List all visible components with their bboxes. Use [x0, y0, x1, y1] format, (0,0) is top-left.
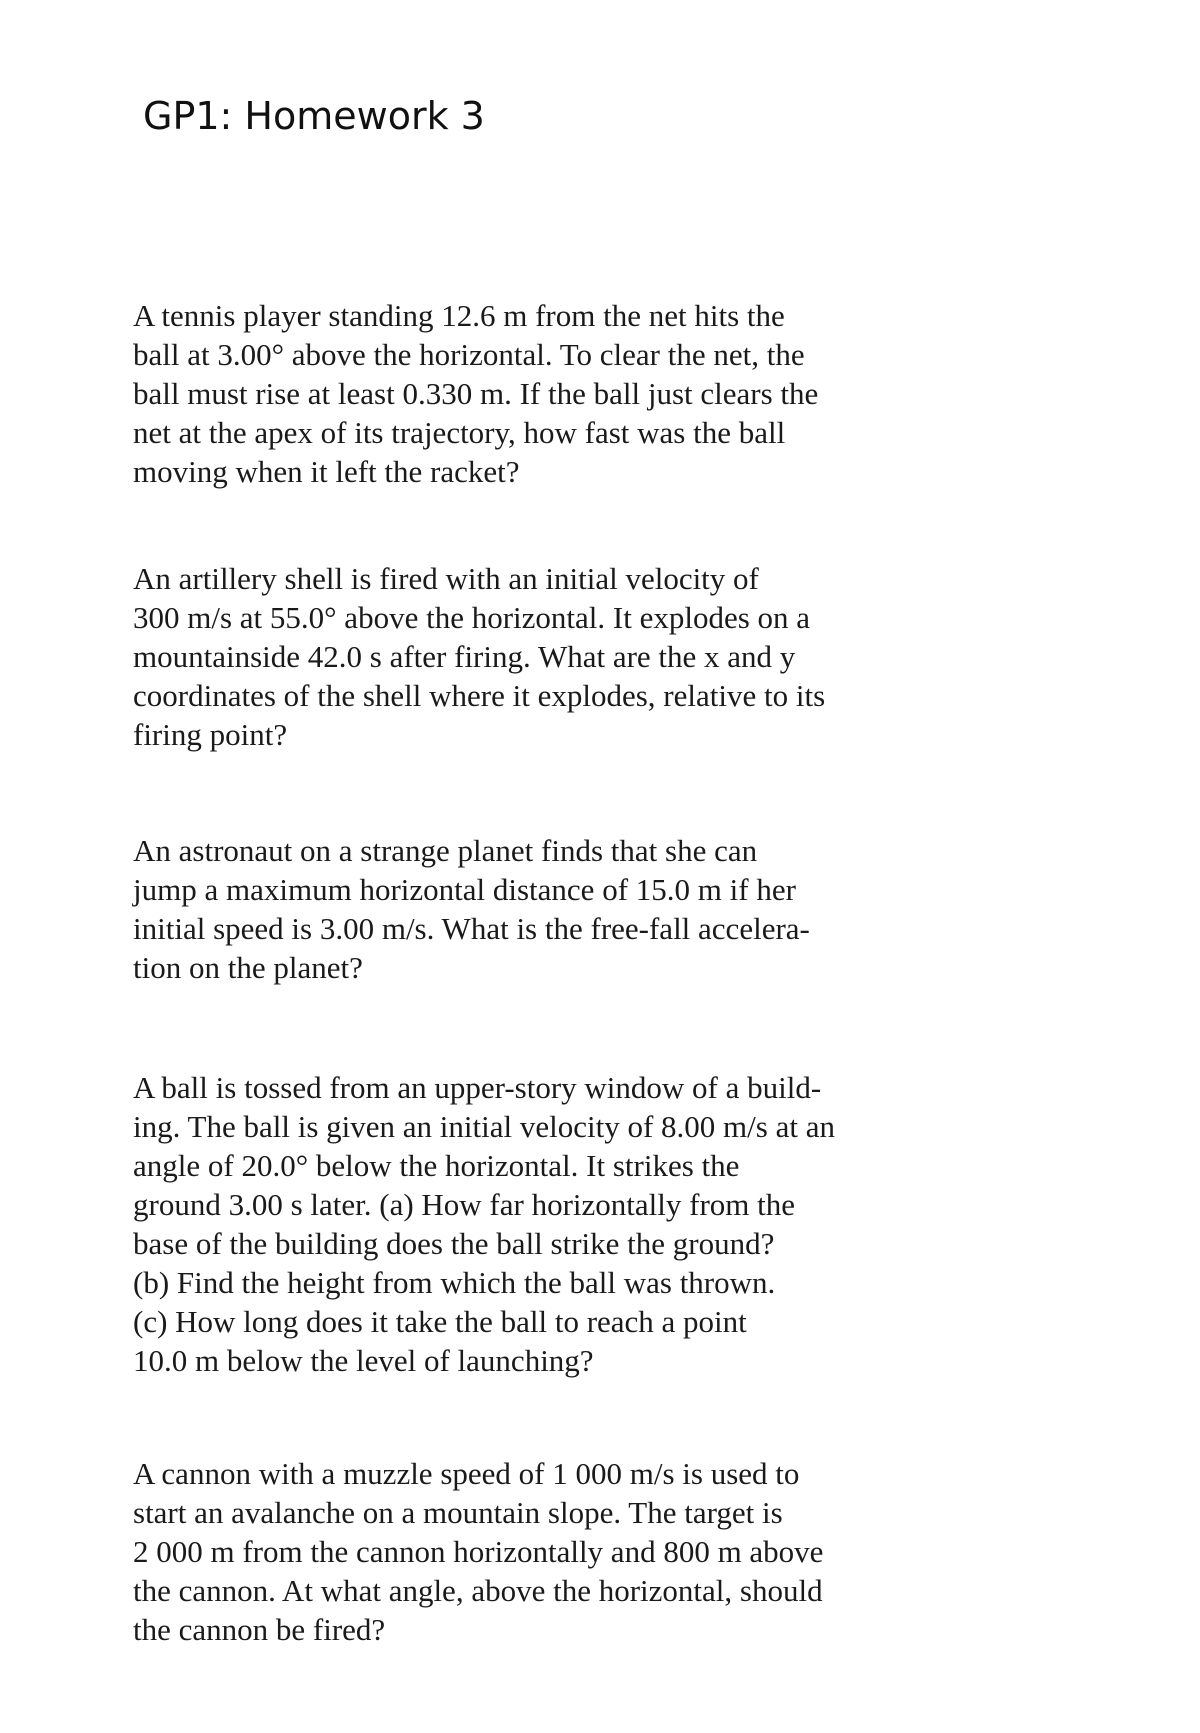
problem-2 [133, 559, 933, 754]
problem-line: coordinates of the shell where it explodes, relative to its [133, 678, 826, 713]
problem-5 [133, 1454, 933, 1649]
problem-line: An artillery shell is fired with an initial velocity of [133, 561, 759, 596]
page-title: GP1: Homework 3 [143, 94, 485, 138]
problem-line: A tennis player standing 12.6 m from the net hits the [133, 298, 785, 333]
problem-line: (c) How long does it take the ball to reach a point [133, 1304, 747, 1339]
problem-4 [133, 1068, 933, 1380]
problem-line: ball at 3.00° above the horizontal. To clear the net, the [133, 337, 805, 372]
problem-line: 10.0 m below the level of launching? [133, 1343, 594, 1378]
problem-line: the cannon be fired? [133, 1612, 386, 1647]
problem-line: A cannon with a muzzle speed of 1 000 m/s is used to [133, 1456, 800, 1491]
problem-line: (b) Find the height from which the ball was thrown. [133, 1265, 776, 1300]
problem-line: tion on the planet? [133, 950, 363, 985]
problem-line: A ball is tossed from an upper-story window of a build- [133, 1070, 822, 1105]
problem-line: net at the apex of its trajectory, how fast was the ball [133, 415, 786, 450]
problem-line: 300 m/s at 55.0° above the horizontal. It explodes on a [133, 600, 811, 635]
problem-line: An astronaut on a strange planet finds that she can [133, 833, 758, 868]
problem-line: angle of 20.0° below the horizontal. It strikes the [133, 1148, 740, 1183]
problem-line: ing. The ball is given an initial velocity of 8.00 m/s at an [133, 1109, 835, 1144]
problem-line: jump a maximum horizontal distance of 15.0 m if her [133, 872, 796, 907]
problem-line: mountainside 42.0 s after firing. What are the x and y [133, 639, 796, 674]
problem-1 [133, 296, 933, 491]
problem-line: ball must rise at least 0.330 m. If the ball just clears the [133, 376, 819, 411]
problem-line: base of the building does the ball strike the ground? [133, 1226, 775, 1261]
problem-line: start an avalanche on a mountain slope. The target is [133, 1495, 783, 1530]
problem-line: ground 3.00 s later. (a) How far horizontally from the [133, 1187, 796, 1222]
problem-3 [133, 831, 933, 987]
problem-line: moving when it left the racket? [133, 454, 520, 489]
problem-line: 2 000 m from the cannon horizontally and 800 m above [133, 1534, 824, 1569]
problem-line: initial speed is 3.00 m/s. What is the free-fall accelera- [133, 911, 810, 946]
problem-line: the cannon. At what angle, above the horizontal, should [133, 1573, 823, 1608]
problem-line: firing point? [133, 717, 288, 752]
